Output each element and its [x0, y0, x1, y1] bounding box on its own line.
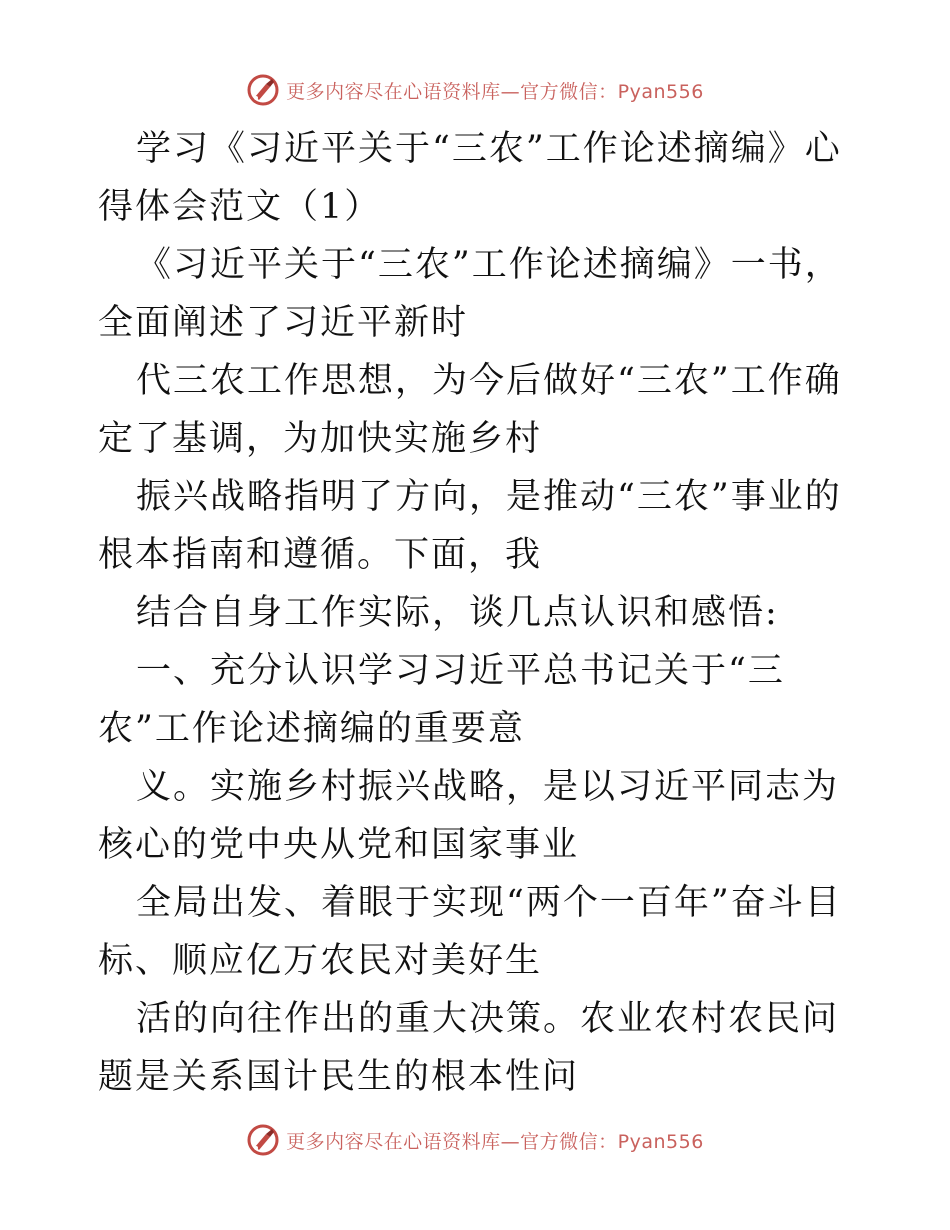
- pen-logo-icon: [246, 73, 280, 107]
- paragraph-1: 《习近平关于“三农”工作论述摘编》一书，全面阐述了习近平新时: [98, 245, 842, 343]
- paragraph-6: 义。实施乡村振兴战略，是以习近平同志为核心的党中央从党和国家事业: [98, 767, 840, 865]
- paragraph-4: 结合自身工作实际，谈几点认识和感悟:: [136, 593, 779, 633]
- pen-logo-icon: [246, 1123, 280, 1157]
- paragraph-3: 振兴战略指明了方向，是推动“三农”事业的根本指南和遵循。下面，我: [98, 477, 842, 575]
- document-body: [98, 120, 858, 1106]
- paragraph-2: 代三农工作思想，为今后做好“三农”工作确定了基调，为加快实施乡村: [98, 361, 842, 459]
- header-watermark-banner: [0, 70, 950, 110]
- footer-banner-text: 更多内容尽在心语资料库—官方微信：Pyan556: [286, 1130, 704, 1153]
- section-heading-1: 一、充分认识学习习近平总书记关于“三农”工作论述摘编的重要意: [98, 651, 785, 749]
- paragraph-7: 全局出发、着眼于实现“两个一百年”奋斗目标、顺应亿万农民对美好生: [98, 883, 842, 981]
- footer-watermark-banner: [0, 1120, 950, 1160]
- header-banner-text: 更多内容尽在心语资料库—官方微信：Pyan556: [286, 80, 704, 103]
- document-title: 学习《习近平关于“三农”工作论述摘编》心得体会范文（1）: [98, 129, 842, 227]
- paragraph-8: 活的向往作出的重大决策。农业农村农民问题是关系国计民生的根本性问: [98, 999, 840, 1097]
